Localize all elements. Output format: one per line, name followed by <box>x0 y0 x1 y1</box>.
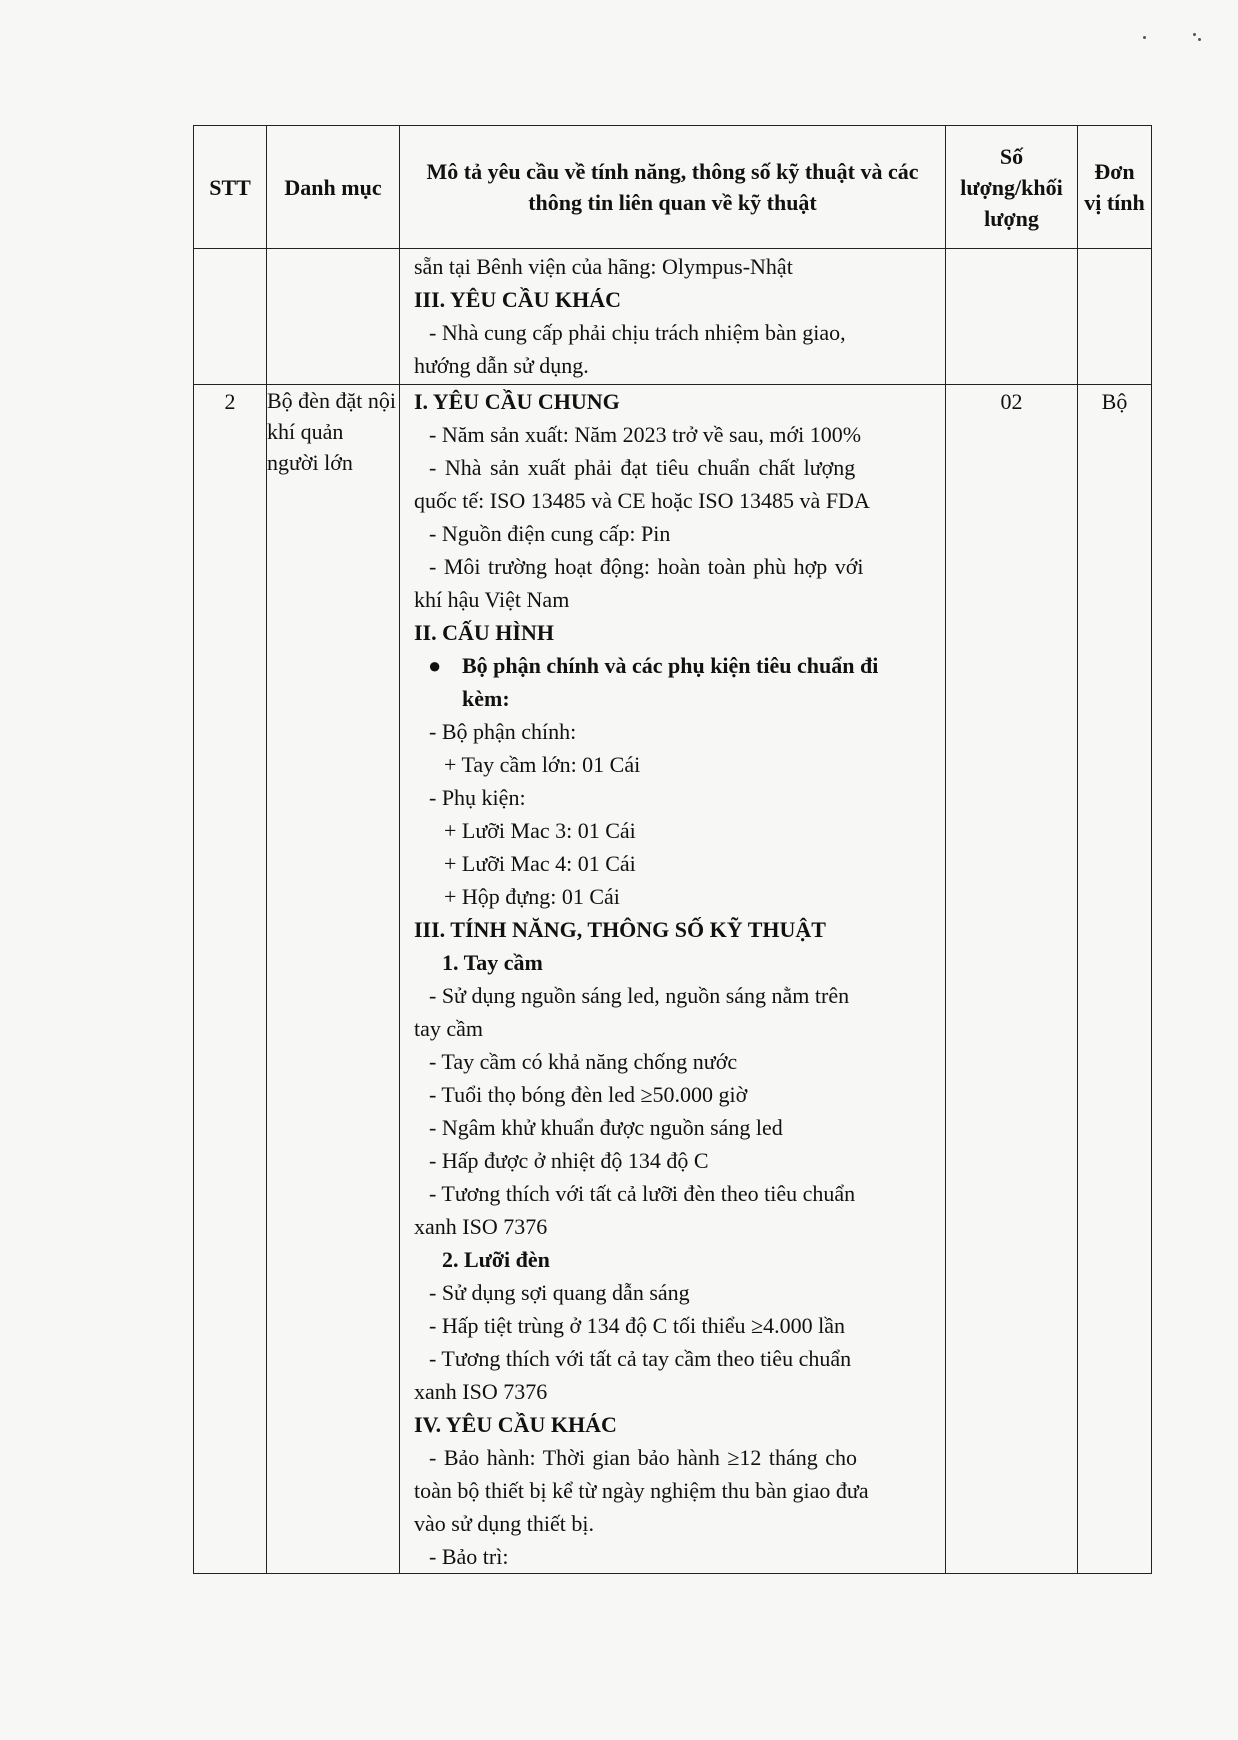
header-description: Mô tả yêu cầu về tính năng, thông số kỹ thuật và các thông tin liên quan về kỹ thuật <box>400 126 946 249</box>
text-line: - Tay cầm có khả năng chống nước <box>429 1049 738 1074</box>
text-line: - Bảo trì: <box>429 1544 509 1569</box>
scan-speck <box>1193 33 1196 36</box>
text-line: - Sử dụng nguồn sáng led, nguồn sáng nằm trên <box>429 983 850 1008</box>
item-unit: Bộ <box>1078 385 1152 1574</box>
continued-unit <box>1078 249 1152 385</box>
bullet-item <box>414 649 945 715</box>
section-heading: IV. YÊU CẦU KHÁC <box>414 1412 617 1437</box>
text-line: tay cầm <box>414 1016 484 1041</box>
section-heading: I. YÊU CẦU CHUNG <box>414 389 620 414</box>
text-line: - Phụ kiện: <box>429 785 526 810</box>
text-line: - Ngâm khử khuẩn được nguồn sáng led <box>429 1115 783 1140</box>
text-line: hướng dẫn sử dụng. <box>414 353 589 378</box>
text-line: - Tuổi thọ bóng đèn led ≥50.000 giờ <box>429 1082 748 1107</box>
continued-description <box>400 249 946 385</box>
continued-stt <box>194 249 267 385</box>
header-quantity: Số lượng/khối lượng <box>946 126 1078 249</box>
bullet-icon: ● <box>428 653 442 678</box>
text-line: Bộ phận chính và các phụ kiện tiêu chuẩn đi <box>462 653 879 678</box>
section-heading: III. TÍNH NĂNG, THÔNG SỐ KỸ THUẬT <box>414 917 826 942</box>
section-heading: II. CẤU HÌNH <box>414 620 554 645</box>
text-line: - Sử dụng sợi quang dẫn sáng <box>429 1280 690 1305</box>
text-line: toàn bộ thiết bị kể từ ngày nghiệm thu bàn giao đưa <box>414 1478 869 1503</box>
continued-quantity <box>946 249 1078 385</box>
text-line: khí hậu Việt Nam <box>414 587 570 612</box>
text-line: xanh ISO 7376 <box>414 1214 548 1239</box>
item-row <box>194 385 1152 1574</box>
text-line: - Nhà cung cấp phải chịu trách nhiệm bàn giao, <box>429 320 846 345</box>
text-line: + Hộp đựng: 01 Cái <box>444 884 620 909</box>
scan-speck <box>1198 38 1201 41</box>
item-category: Bộ đèn đặt nội khí quản người lớn <box>267 385 400 1574</box>
spec-table <box>193 125 1152 1574</box>
subsection-heading: 1. Tay cầm <box>442 950 543 975</box>
text-line: - Bảo hành: Thời gian bảo hành ≥12 tháng cho <box>429 1445 858 1470</box>
text-line: - Môi trường hoạt động: hoàn toàn phù hợp với <box>429 554 864 579</box>
text-line: - Hấp tiệt trùng ở 134 độ C tối thiểu ≥4.000 lần <box>429 1313 845 1338</box>
continued-row <box>194 249 1152 385</box>
header-row <box>194 126 1152 249</box>
text-line: - Hấp được ở nhiệt độ 134 độ C <box>429 1148 709 1173</box>
text-line: + Lưỡi Mac 3: 01 Cái <box>444 818 636 843</box>
item-stt: 2 <box>194 385 267 1574</box>
text-line: - Bộ phận chính: <box>429 719 577 744</box>
text-line: - Nhà sản xuất phải đạt tiêu chuẩn chất lượng <box>429 455 856 480</box>
text-line: xanh ISO 7376 <box>414 1379 548 1404</box>
text-line: vào sử dụng thiết bị. <box>414 1511 594 1536</box>
item-quantity: 02 <box>946 385 1078 1574</box>
header-stt: STT <box>194 126 267 249</box>
text-line: - Nguồn điện cung cấp: Pin <box>429 521 671 546</box>
section-heading: III. YÊU CẦU KHÁC <box>414 287 621 312</box>
text-line: + Lưỡi Mac 4: 01 Cái <box>444 851 636 876</box>
subsection-heading: 2. Lưỡi đèn <box>442 1247 550 1272</box>
header-unit: Đơn vị tính <box>1078 126 1152 249</box>
item-description <box>400 385 946 1574</box>
text-line: - Năm sản xuất: Năm 2023 trở về sau, mới 100% <box>429 422 862 447</box>
header-category: Danh mục <box>267 126 400 249</box>
text-line: kèm: <box>462 686 510 711</box>
text-line: - Tương thích với tất cả lưỡi đèn theo tiêu chuẩn <box>429 1181 856 1206</box>
text-line: quốc tế: ISO 13485 và CE hoặc ISO 13485 và FDA <box>414 488 870 513</box>
text-line: - Tương thích với tất cả tay cầm theo tiêu chuẩn <box>429 1346 852 1371</box>
continued-category <box>267 249 400 385</box>
scan-speck <box>1143 36 1146 39</box>
text-line: sẵn tại Bênh viện của hãng: Olympus-Nhật <box>414 254 793 279</box>
text-line: + Tay cầm lớn: 01 Cái <box>444 752 641 777</box>
